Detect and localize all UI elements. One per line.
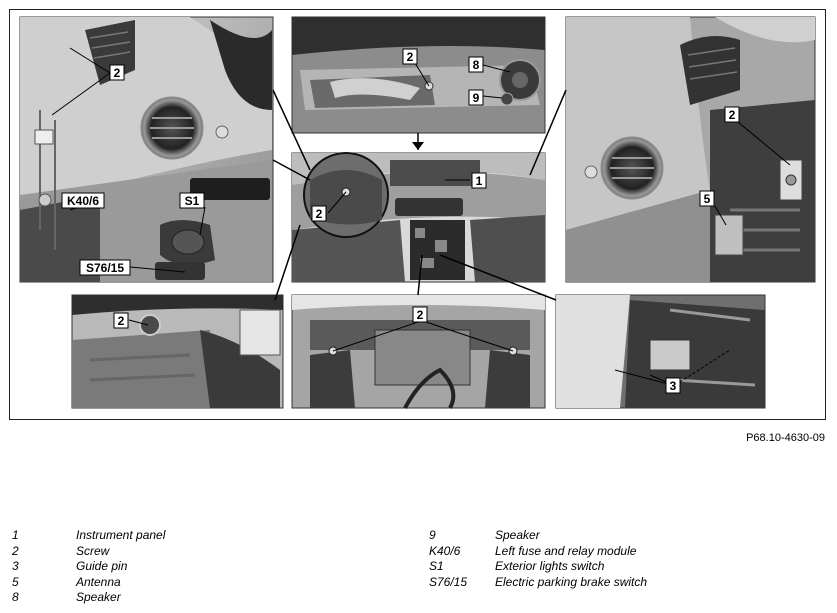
legend-item: [429, 575, 647, 591]
panel-top-speakers: [292, 17, 545, 133]
legend-number: 3: [12, 559, 19, 573]
svg-text:1: 1: [475, 174, 483, 188]
legend-item: [12, 590, 165, 606]
legend-text: Antenna: [76, 574, 121, 589]
legend-number: S1: [429, 559, 444, 573]
callout-p3-5: [700, 191, 714, 206]
callout-center-1: [472, 173, 486, 188]
panel-pointer-arrow: [412, 142, 424, 150]
panel-bottom-left: [72, 295, 283, 408]
legend-text: Guide pin: [76, 559, 128, 573]
callout-p2-9: [469, 90, 483, 105]
legend-number: 8: [12, 590, 19, 604]
legend-number: 2: [12, 543, 19, 558]
svg-text:8: 8: [472, 58, 480, 72]
legend-number: S76/15: [429, 574, 468, 589]
legend-text: Left fuse and relay module: [495, 543, 637, 558]
callout-p1-s76-15: [80, 260, 130, 275]
legend-number: 1: [12, 528, 19, 542]
callout-p1-2: [110, 65, 124, 80]
diagram-figure: [9, 9, 826, 420]
callout-p2-2: [403, 49, 417, 64]
svg-text:S76/15: S76/15: [85, 261, 125, 275]
callout-p6-2: [413, 307, 427, 322]
callout-p2-8: [469, 57, 483, 72]
legend-number: K40/6: [429, 543, 461, 558]
legend-column-right: [429, 528, 647, 590]
svg-text:2: 2: [117, 314, 125, 328]
svg-text:5: 5: [703, 192, 711, 206]
svg-text:2: 2: [416, 308, 424, 322]
panel-center-dashboard: [292, 153, 545, 282]
figure-id: P68.10-4630-09: [746, 432, 825, 444]
svg-text:S1: S1: [184, 194, 200, 208]
legend-text: Speaker: [495, 528, 540, 542]
legend-column-left: [12, 528, 165, 606]
callout-p7-3: [666, 378, 680, 393]
svg-text:9: 9: [472, 91, 480, 105]
legend-item: [429, 544, 647, 560]
legend-text: Instrument panel: [76, 528, 166, 542]
svg-text:3: 3: [669, 379, 677, 393]
svg-text:2: 2: [728, 108, 736, 122]
legend-text: Electric parking brake switch: [495, 574, 648, 589]
legend-item: [12, 575, 165, 591]
diagram-art: [10, 10, 825, 419]
callout-p5-2: [114, 313, 128, 328]
legend-item: [429, 528, 647, 544]
legend-item: [12, 544, 165, 560]
svg-text:2: 2: [315, 207, 323, 221]
callout-p1-s1: [180, 193, 204, 208]
legend-item: [12, 559, 165, 575]
legend-item: [429, 559, 647, 575]
callout-center-2: [312, 206, 326, 221]
callout-p1-k40-6: [62, 193, 104, 208]
legend-text: Screw: [76, 543, 110, 558]
legend-text: Exterior lights switch: [495, 559, 605, 573]
svg-text:K40/6: K40/6: [66, 194, 100, 208]
panel-bottom-right: [556, 295, 765, 408]
panel-left-fuse-module: [20, 17, 273, 282]
panel-bottom-center: [292, 295, 545, 408]
svg-text:2: 2: [113, 66, 121, 80]
panel-right-antenna: [566, 17, 815, 282]
legend-item: [12, 528, 165, 544]
svg-text:2: 2: [406, 50, 414, 64]
legend-text: Speaker: [76, 590, 121, 604]
legend-number: 9: [429, 528, 436, 542]
legend-number: 5: [12, 574, 19, 589]
callout-p3-2: [725, 107, 739, 122]
